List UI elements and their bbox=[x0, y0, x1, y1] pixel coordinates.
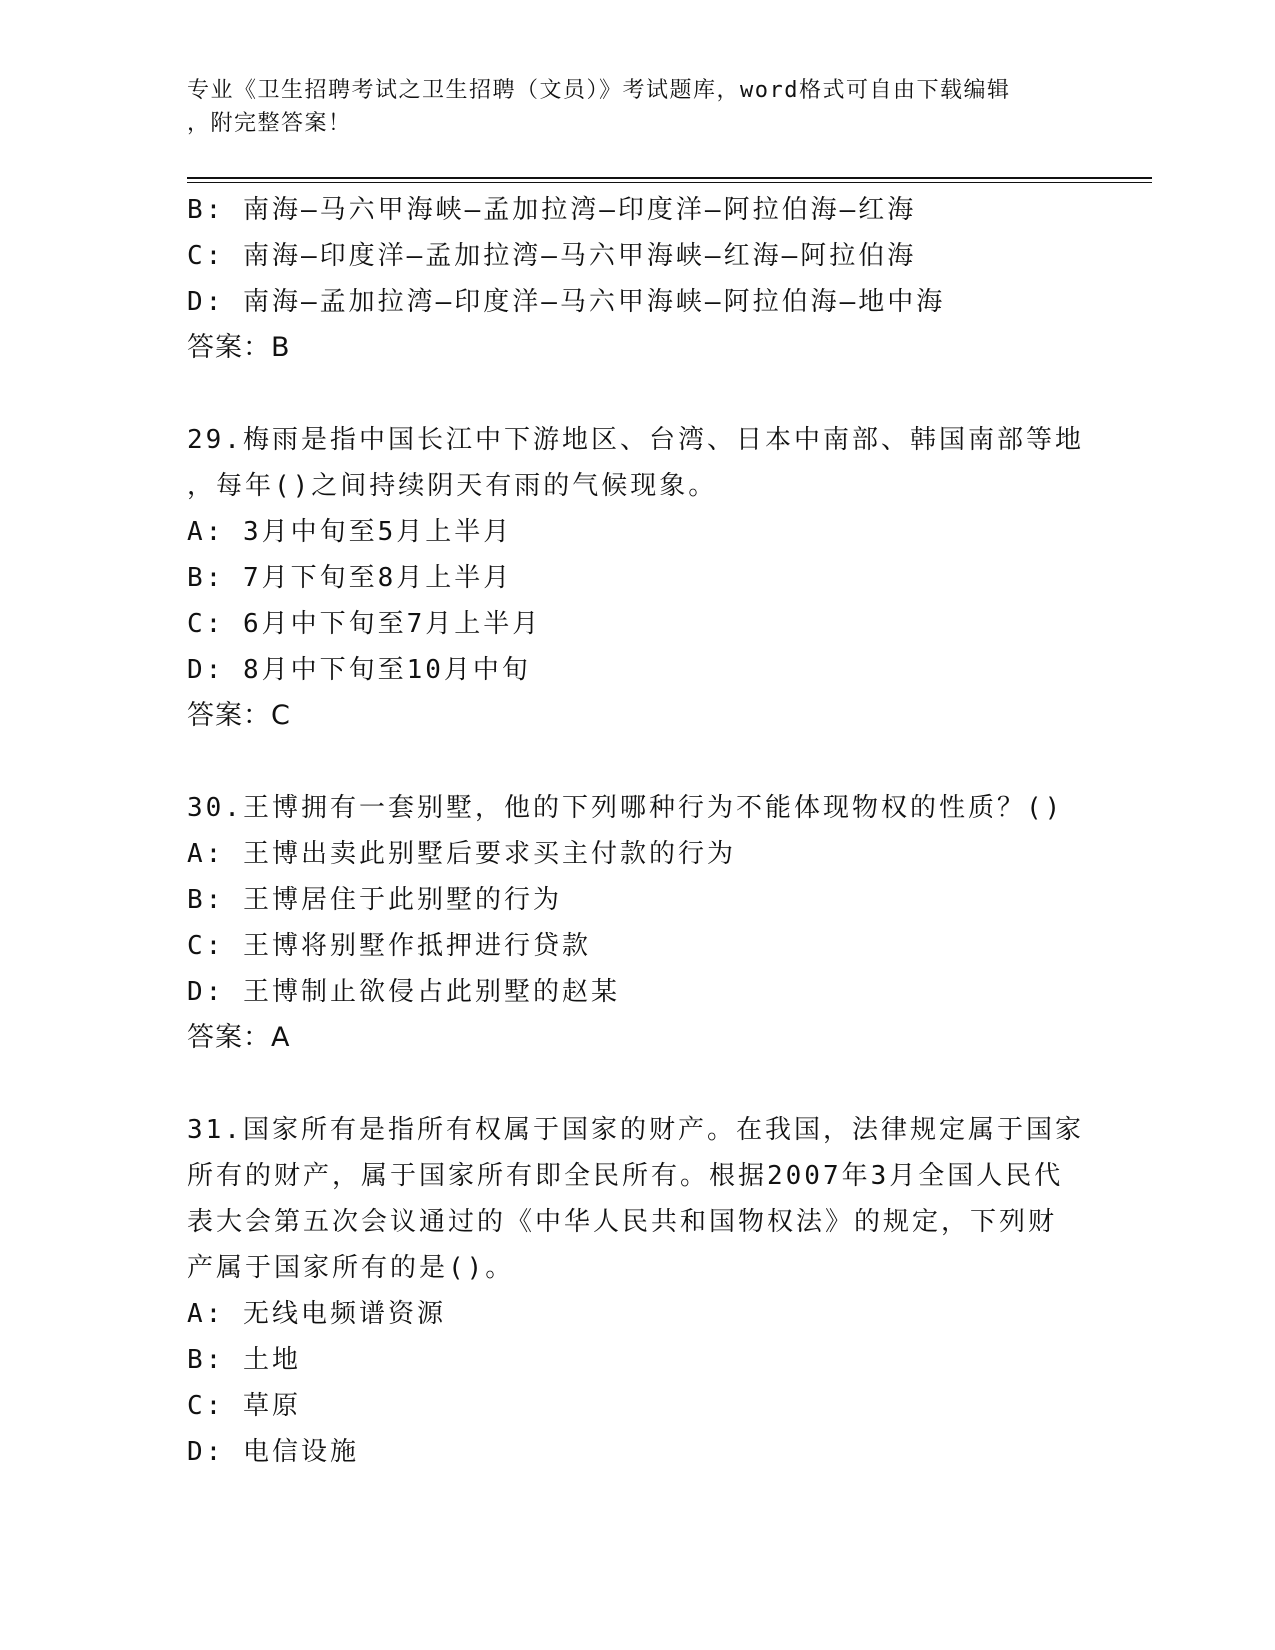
option-a: A: 王博出卖此别墅后要求买主付款的行为 bbox=[187, 839, 736, 869]
answer-line: 答案：B bbox=[187, 332, 291, 363]
answer-line: 答案：A bbox=[187, 1022, 291, 1053]
question-text-line: 31.国家所有是指所有权属于国家的财产。在我国，法律规定属于国家 bbox=[187, 1115, 1084, 1145]
option-a: A: 3月中旬至5月上半月 bbox=[187, 517, 513, 547]
option-b: B: 南海—马六甲海峡—孟加拉湾—印度洋—阿拉伯海—红海 bbox=[187, 195, 917, 225]
question-content bbox=[187, 187, 1087, 1475]
option-c: C: 草原 bbox=[187, 1391, 301, 1421]
spacer bbox=[187, 371, 1087, 417]
option-c: C: 6月中下旬至7月上半月 bbox=[187, 609, 542, 639]
question-31 bbox=[187, 1107, 1087, 1475]
carryover-question bbox=[187, 187, 1087, 371]
question-text-line: 30.王博拥有一套别墅，他的下列哪种行为不能体现物权的性质？() bbox=[187, 793, 1064, 823]
question-30 bbox=[187, 785, 1087, 1061]
spacer bbox=[187, 1061, 1087, 1107]
option-d: D: 南海—孟加拉湾—印度洋—马六甲海峡—阿拉伯海—地中海 bbox=[187, 287, 946, 317]
question-text-line: 产属于国家所有的是()。 bbox=[187, 1253, 515, 1283]
option-c: C: 南海—印度洋—孟加拉湾—马六甲海峡—红海—阿拉伯海 bbox=[187, 241, 917, 271]
option-d: D: 电信设施 bbox=[187, 1437, 359, 1467]
header-line-1: 专业《卫生招聘考试之卫生招聘（文员）》考试题库，word格式可自由下载编辑 bbox=[187, 78, 1011, 103]
option-c: C: 王博将别墅作抵押进行贷款 bbox=[187, 931, 591, 961]
option-a: A: 无线电频谱资源 bbox=[187, 1299, 446, 1329]
option-b: B: 7月下旬至8月上半月 bbox=[187, 563, 513, 593]
option-b: B: 土地 bbox=[187, 1345, 301, 1375]
question-text-line: 所有的财产，属于国家所有即全民所有。根据2007年3月全国人民代 bbox=[187, 1161, 1064, 1191]
option-d: D: 王博制止欲侵占此别墅的赵某 bbox=[187, 977, 620, 1007]
header-divider-thin bbox=[187, 182, 1152, 183]
spacer bbox=[187, 739, 1087, 785]
question-text-line: ，每年()之间持续阴天有雨的气候现象。 bbox=[187, 471, 718, 501]
answer-line: 答案：C bbox=[187, 700, 291, 731]
header-divider-thick bbox=[187, 177, 1152, 179]
header-line-2: ，附完整答案！ bbox=[187, 111, 352, 136]
page-header bbox=[187, 74, 1067, 140]
question-text-line: 29.梅雨是指中国长江中下游地区、台湾、日本中南部、韩国南部等地 bbox=[187, 425, 1084, 455]
question-text-line: 表大会第五次会议通过的《中华人民共和国物权法》的规定，下列财 bbox=[187, 1207, 1058, 1237]
option-b: B: 王博居住于此别墅的行为 bbox=[187, 885, 562, 915]
question-29 bbox=[187, 417, 1087, 739]
option-d: D: 8月中下旬至10月中旬 bbox=[187, 655, 531, 685]
